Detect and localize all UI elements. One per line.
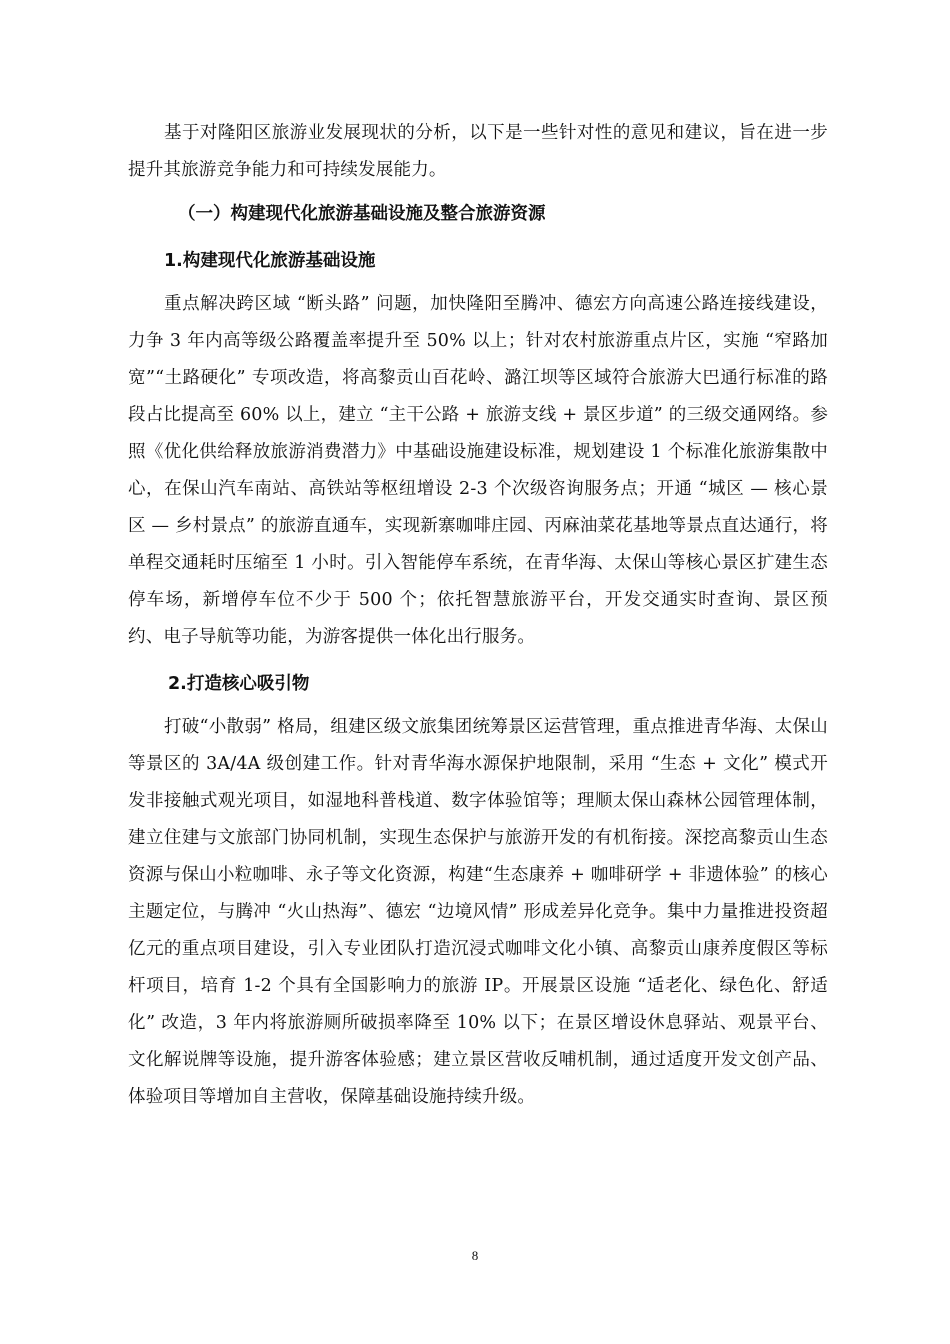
page-content <box>128 112 828 1116</box>
subsection-1-title: 1.构建现代化旅游基础设施 <box>164 251 376 271</box>
subsection-1-body: 重点解决跨区域 “断头路” 问题，加快隆阳至腾冲、德宏方向高速公路连接线建设，力争 3 年内高等级公路覆盖率提升至 50% 以上；针对农村旅游重点片区，实施 “窄路加宽”“土路硬化” 专项改造，将高黎贡山百花岭、潞江坝等区域符合旅游大巴通行标准的路段占比提高至 60% 以上，建立 “主干公路 + 旅游支线 + 景区步道” 的三级交通网络。参照《优化供给释放旅游消费潜力》中基础设施建设标准，规划建设 1 个标准化旅游集散中心，在保山汽车南站、高铁站等枢纽增设 2-3 个次级咨询服务点；开通 “城区 — 核心景区 — 乡村景点” 的旅游直通车，实现新寨咖啡庄园、丙麻油菜花基地等景点直达通行，将单程交通耗时压缩至 1 小时。引入智能停车系统，在青华海、太保山等核心景区扩建生态停车场，新增停车位不少于 500 个；依托智慧旅游平台，开发交通实时查询、景区预约、电子导航等功能，为游客提供一体化出行服务。 <box>128 294 829 647</box>
section-heading: （一）构建现代化旅游基础设施及整合旅游资源 <box>178 204 546 224</box>
intro-paragraph: 基于对隆阳区旅游业发展现状的分析，以下是一些针对性的意见和建议，旨在进一步提升其旅游竞争能力和可持续发展能力。 <box>128 123 828 180</box>
subsection-2-body: 打破“小散弱” 格局，组建区级文旅集团统筹景区运营管理，重点推进青华海、太保山等景区的 3A/4A 级创建工作。针对青华海水源保护地限制，采用 “生态 + 文化” 模式开发非接触式观光项目，如湿地科普栈道、数字体验馆等；理顺太保山森林公园管理体制，建立住建与文旅部门协同机制，实现生态保护与旅游开发的有机衔接。深挖高黎贡山生态资源与保山小粒咖啡、永子等文化资源，构建“生态康养 + 咖啡研学 + 非遗体验” 的核心主题定位，与腾冲 “火山热海”、德宏 “边境风情” 形成差异化竞争。集中力量推进投资超亿元的重点项目建设，引入专业团队打造沉浸式咖啡文化小镇、高黎贡山康养度假区等标杆项目，培育 1-2 个具有全国影响力的旅游 IP。开展景区设施 “适老化、绿色化、舒适化” 改造，3 年内将旅游厕所破损率降至 10% 以下；在景区增设休息驿站、观景平台、文化解说牌等设施，提升游客体验感；建立景区营收反哺机制，通过适度开发文创产品、体验项目等增加自主营收，保障基础设施持续升级。 <box>128 717 828 1107</box>
page-number: 8 <box>471 1248 479 1263</box>
subsection-2-title: 2.打造核心吸引物 <box>168 674 310 694</box>
